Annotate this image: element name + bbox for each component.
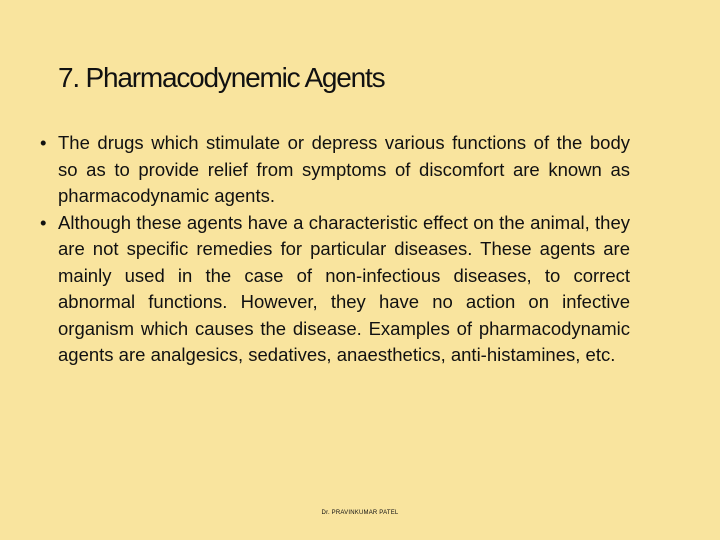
bullet-text: The drugs which stimulate or depress various functions of the body so as to provide relief from symptoms of discomfort are known as pharmacodynamic agents. <box>58 132 630 206</box>
bullet-marker: • <box>40 211 47 233</box>
bullet-text: Although these agents have a characteristic effect on the animal, they are not specific remedies for particular diseases. These agents are mainly used in the case of non-infectious diseases, to correct abnormal functions. However, they have no action on infective organism which causes the disease. Examples of pharmacodynamic agents are analgesics, sedatives, anaesthetics, anti-histamines, etc. <box>58 211 630 365</box>
slide-title: 7. Pharmacodynemic Agents <box>58 62 385 93</box>
bullet-list <box>40 130 630 369</box>
bullet-item <box>40 210 630 369</box>
footer-author: Dr. PRAVINKUMAR PATEL <box>321 510 399 516</box>
bullet-item <box>40 130 630 210</box>
bullet-marker: • <box>40 132 47 153</box>
